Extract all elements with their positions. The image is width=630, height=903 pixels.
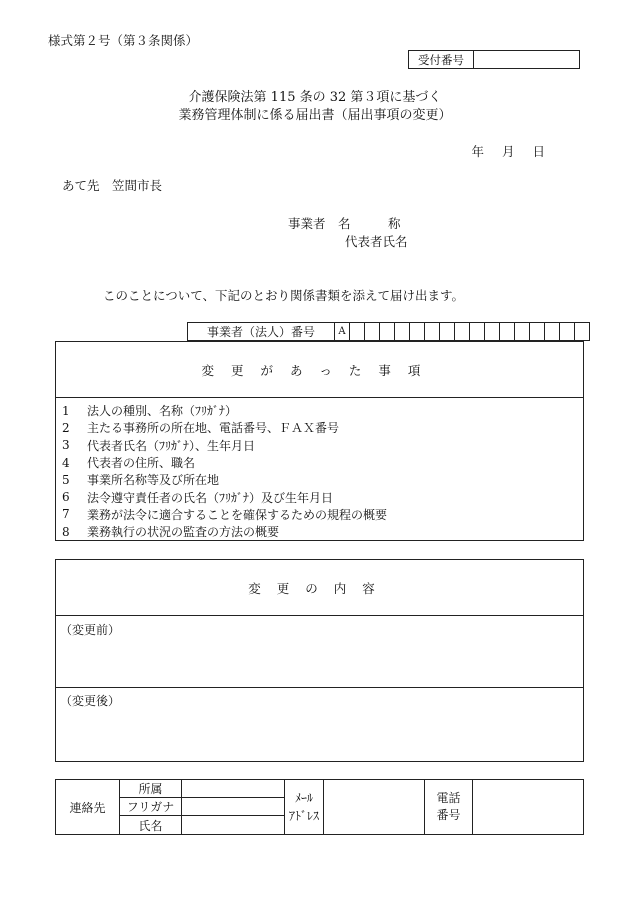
changed-items-heading: 変更があった事項: [56, 342, 583, 398]
item-text: 法令遵守責任者の氏名（ﾌﾘｶﾞﾅ）及び生年月日: [87, 490, 334, 505]
item-text: 事業所名称等及び所在地: [87, 473, 220, 488]
business-number-digit[interactable]: [560, 323, 575, 340]
receipt-number-label: 受付番号: [409, 51, 474, 68]
item-number: 2: [62, 420, 70, 435]
item-text: 業務が法令に適合することを確保するための規程の概要: [87, 507, 388, 522]
representative-name-label: 代表者氏名: [345, 234, 408, 249]
item-number: 8: [62, 524, 70, 539]
business-name-label: 事業者 名 称: [288, 216, 401, 231]
changed-items-list: [56, 398, 583, 540]
item-number: 7: [62, 507, 70, 522]
before-change-field[interactable]: [56, 616, 583, 688]
business-number-digit[interactable]: [365, 323, 380, 340]
document-title-line2: 業務管理体制に係る届出書（届出事項の変更）: [178, 108, 452, 123]
business-number-row: [187, 322, 590, 341]
furigana-label: フリガナ: [120, 798, 182, 816]
business-number-digit[interactable]: [380, 323, 395, 340]
addressee: あて先 笠間市長: [62, 178, 163, 193]
item-number: 1: [62, 403, 70, 418]
business-number-digit[interactable]: [395, 323, 410, 340]
phone-label: 電話 番号: [425, 780, 473, 835]
item-text: 代表者の住所、職名: [87, 456, 196, 471]
item-text: 業務執行の状況の監査の方法の概要: [87, 525, 280, 540]
form-number-label: 様式第２号（第３条関係）: [48, 33, 199, 48]
email-label: [285, 780, 324, 835]
date-line: [457, 146, 545, 159]
submission-statement: このことについて、下記のとおり関係書類を添えて届け出ます。: [103, 288, 465, 303]
list-item[interactable]: [62, 488, 583, 505]
business-number-digit[interactable]: [410, 323, 425, 340]
date-month-label: 月: [501, 144, 515, 159]
email-field[interactable]: [324, 780, 425, 835]
receipt-number-box: [408, 50, 580, 69]
email-label-line1: ﾒｰﾙ: [294, 791, 313, 805]
list-item[interactable]: [62, 523, 583, 540]
before-change-label: （変更前）: [60, 623, 121, 637]
business-number-digit[interactable]: [530, 323, 545, 340]
list-item[interactable]: [62, 471, 583, 488]
list-item[interactable]: [62, 402, 583, 419]
business-number-label: 事業者（法人）番号: [188, 323, 335, 340]
receipt-number-field[interactable]: [474, 51, 579, 68]
email-label-line2: ｱﾄﾞﾚｽ: [288, 809, 319, 823]
business-number-digit[interactable]: [350, 323, 365, 340]
item-text: 主たる事務所の所在地、電話番号、ＦＡＸ番号: [87, 421, 340, 436]
date-year-label: 年: [471, 144, 484, 159]
document-title-line1: 介護保険法第 115 条の 32 第３項に基づく: [188, 90, 442, 105]
business-number-digit[interactable]: [425, 323, 440, 340]
after-change-label: （変更後）: [60, 694, 121, 708]
business-number-digit[interactable]: [470, 323, 485, 340]
list-item[interactable]: [62, 454, 583, 471]
list-item[interactable]: [62, 506, 583, 523]
change-content-section: [55, 559, 584, 762]
item-text: 法人の種別、名称（ﾌﾘｶﾞﾅ）: [87, 404, 238, 419]
business-number-digit[interactable]: [575, 323, 589, 340]
business-number-digit[interactable]: [515, 323, 530, 340]
contact-label: 連絡先: [56, 780, 120, 835]
change-content-heading: 変更の内容: [56, 560, 583, 616]
furigana-field[interactable]: [182, 798, 285, 816]
contact-table: [55, 779, 584, 835]
business-number-digit[interactable]: [455, 323, 470, 340]
item-number: 6: [62, 490, 70, 505]
affiliation-label: 所属: [120, 780, 182, 798]
business-number-digit[interactable]: [440, 323, 455, 340]
business-number-digit[interactable]: [485, 323, 500, 340]
after-change-field[interactable]: [56, 688, 583, 709]
business-number-prefix: A: [335, 323, 350, 340]
phone-field[interactable]: [473, 780, 584, 835]
date-day-label: 日: [532, 144, 545, 159]
business-number-digit[interactable]: [545, 323, 560, 340]
list-item[interactable]: [62, 419, 583, 436]
item-number: 5: [62, 472, 70, 487]
item-text: 代表者氏名（ﾌﾘｶﾞﾅ）、生年月日: [87, 438, 256, 453]
item-number: 3: [62, 438, 70, 453]
name-label: 氏名: [120, 816, 182, 835]
changed-items-section: [55, 341, 584, 541]
name-field[interactable]: [182, 816, 285, 835]
affiliation-field[interactable]: [182, 780, 285, 798]
business-number-digit[interactable]: [500, 323, 515, 340]
item-number: 4: [62, 455, 70, 470]
list-item[interactable]: [62, 437, 583, 454]
